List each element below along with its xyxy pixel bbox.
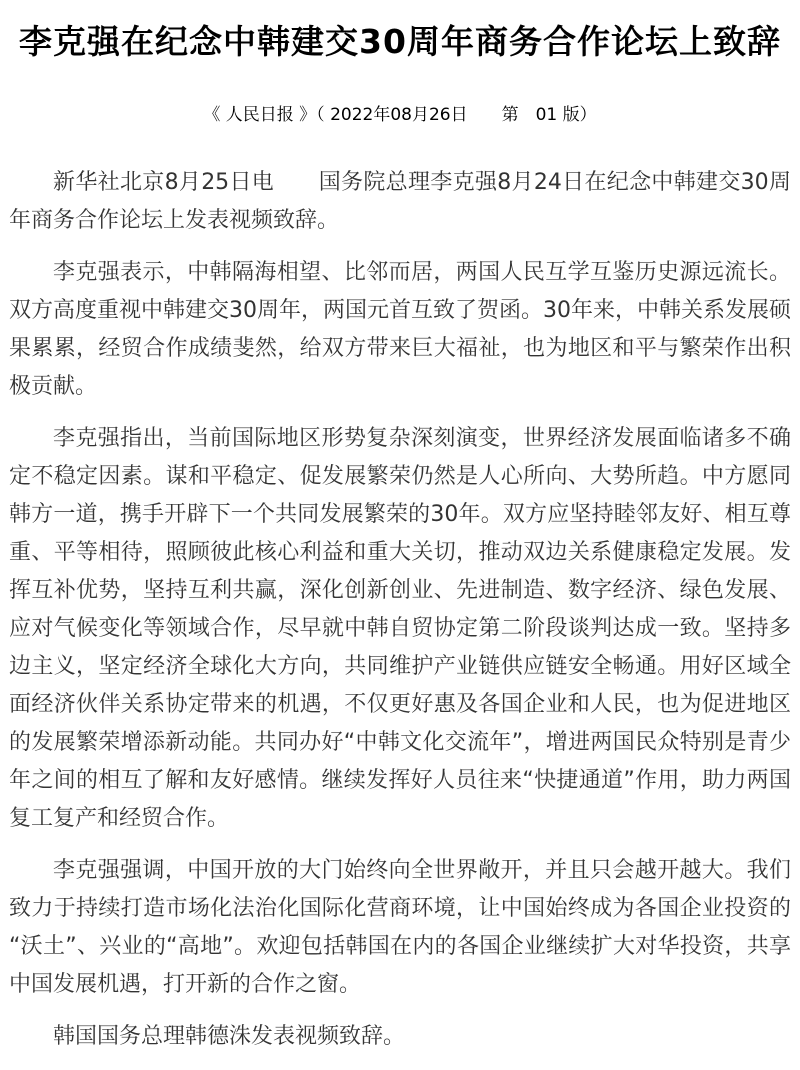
article-paragraph-dateline: 新华社北京8月25日电 国务院总理李克强8月24日在纪念中韩建交30周年商务合作论坛上发表视频致辞。 xyxy=(9,170,791,233)
publication-source-line: 《 人民日报 》（ 2022年08月26日 第 01 版） xyxy=(203,105,597,125)
article-paragraph: 李克强指出，当前国际地区形势复杂深刻演变，世界经济发展面临诸多不确定不稳定因素。谋和平稳定、促发展繁荣仍然是人心所向、大势所趋。中方愿同韩方一道，携手开辟下一个共同发展繁荣的30年。双方应坚持睦邻友好、相互尊重、平等相待，照顾彼此核心利益和重大关切，推动双边关系健康稳定发展。发挥互补优势，坚持互利共赢，深化创新创业、先进制造、数字经济、绿色发展、应对气候变化等领域合作，尽早就中韩自贸协定第二阶段谈判达成一致。坚持多边主义，坚定经济全球化大方向，共同维护产业链供应链安全畅通。用好区域全面经济伙伴关系协定带来的机遇，不仅更好惠及各国企业和人民，也为促进地区的发展繁荣增添新动能。共同办好“中韩文化交流年”，增进两国民众特别是青少年之间的相互了解和友好感情。继续发挥好人员往来“快捷通道”作用，助力两国复工复产和经贸合作。 xyxy=(9,426,791,831)
article-title: 李克强在纪念中韩建交30周年商务合作论坛上致辞 xyxy=(19,22,781,61)
article-paragraph: 李克强表示，中韩隔海相望、比邻而居，两国人民互学互鉴历史源远流长。双方高度重视中韩建交30周年，两国元首互致了贺函。30年来，中韩关系发展硕果累累，经贸合作成绩斐然，给双方带来巨大福祉，也为地区和平与繁荣作出积极贡献。 xyxy=(9,260,791,399)
article-body xyxy=(9,164,791,1056)
article-paragraph: 李克强强调，中国开放的大门始终向全世界敞开，并且只会越开越大。我们致力于持续打造市场化法治化国际化营商环境，让中国始终成为各国企业投资的“沃土”、兴业的“高地”。欢迎包括韩国在内的各国企业继续扩大对华投资，共享中国发展机遇，打开新的合作之窗。 xyxy=(9,858,791,997)
article-paragraph-closing: 韩国国务总理韩德洙发表视频致辞。 xyxy=(53,1024,406,1049)
